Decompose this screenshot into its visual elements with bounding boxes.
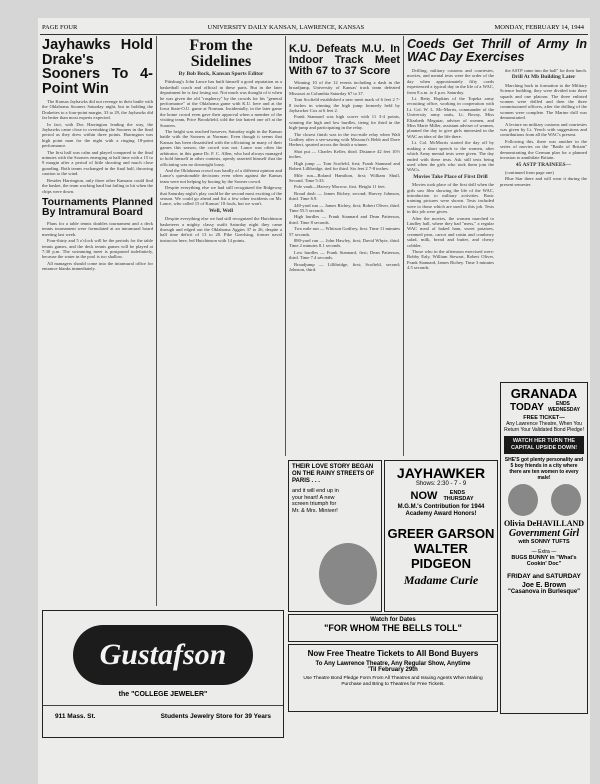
couple-illustration [319, 543, 377, 605]
paragraph: Lt. Betty Hopkins of the Topeka army recruiting office, working in cooperation with Lt. Col. W. L. Mc-Morris, commander of the University army units, Lt. Bovay, Miss Elizabeth Meguiar, adviser of women, and Miss Marie Miller, assistant adviser of women, planned the day to give girls interested in the WAC an idea of the life there. [407, 96, 494, 139]
newspaper-page [38, 18, 590, 784]
actor-photo [508, 484, 538, 516]
paragraph: Four-thirty and 5 o'clock will be the periods for the table tennis games, and the deck tennis games will be played at 7:30 p.m. The swimming meet is postponed indefinitely, because the water in the pool is too shallow. [42, 238, 153, 260]
column-wac-left [407, 68, 494, 456]
mgm-line: M.G.M.'s Contribution for 1944 Academy Award Honors! [397, 504, 485, 517]
love-story-sub: and it will end up in your heart! A new screen triumph for Mr. & Mrs. Miniver! [292, 488, 339, 514]
watch-banner: WATCH HER TURN THE CAPITAL UPSIDE DOWN! [504, 436, 584, 454]
paragraph: the ASTP came into the hall" for their lunch. [505, 68, 587, 73]
paragraph: (continued from page one) [505, 169, 554, 175]
paragraph: Drilling, military customs and courtesies, movies, and mental tests were the order of the day when approximately fifty coeds experienced a typical day in the life of a WAC, from 8 a.m. to 4 p.m. Saturday. [407, 68, 494, 95]
wac-headline-box [407, 37, 587, 64]
free-tickets-date: 'Til February 29th [368, 667, 418, 673]
headline-jayhawks: Jayhawks Hold Drake's Sooners To 4-Point Win [42, 37, 153, 97]
paragraph: Blue Star there and will wear it during the present semester. [500, 176, 587, 187]
free-tickets-fine-print: Use Theatre Bond Pledge Form From All Theatres and Issuing Agents When Making Purchase and Bring to Theatres for Free Tickets. [303, 676, 483, 687]
column-sports-left [42, 38, 153, 606]
result: Shot put — Charles Keller, third. Distance 42 feet 10½ inches. [289, 148, 400, 160]
free-ticket: FREE TICKET— [523, 415, 565, 421]
subhead-astp: 45 ASTP TRAINEES— [515, 161, 572, 168]
star-garson: GREER GARSON [387, 526, 495, 541]
result: 880-yard run — John Hawley, first; David Whyte, third. Time 2 minutes 8.1 seconds. [289, 237, 400, 249]
short-film: BUGS BUNNY in "What's Cookin' Doc" [511, 555, 577, 567]
gustafson-since: Students Jewelry Store for 39 Years [160, 713, 271, 720]
free-tickets-title: Now Free Theatre Tickets to All Bond Buyers [307, 649, 479, 658]
paragraph: Those who in the afternoon exercised were: Bobby Ealy, William Stewart, Robert Oliver, Frank Stannard, James Richey. Time 3 minutes 4.5 seconds. [407, 249, 494, 271]
paragraph: In fact, with Doc Harrington leading the way, the Jayhawks came close to overtaking the Sooners in the final period as they drew within three points. Harrington was high point man for the night with a ringing 18-point performance. [42, 121, 153, 149]
result: Two mile run — Whitson Godfrey, first. Time 11 minutes 57 seconds. [289, 226, 400, 237]
column-rule [156, 36, 157, 606]
film-title: Madame Curie [403, 573, 479, 587]
column-rule [285, 36, 286, 456]
free-tickets-ad [288, 644, 498, 712]
ends-label: ENDS WEDNESDAY [547, 401, 580, 413]
extra-label: — Extra — [531, 549, 557, 555]
masthead: UNIVERSITY DAILY KANSAN, LAWRENCE, KANSAS [207, 23, 365, 31]
result: High jump — Tom Scofield, first; Frank Stannard and Robert Lillibridge, tied for third. Six feet 2 7-8 inches. [289, 160, 400, 172]
gustafson-logo: Gustafson [73, 625, 253, 685]
showtimes: Shows: 2:30 - 7 - 9 [415, 481, 467, 487]
paragraph: A lecture on military customs and courtesies was given by Lt. Yeoch with suggestions and contributions from all the WAC's present. [500, 121, 587, 138]
result: Broadjump — Lillibridge, first; Scofield, second; Johnson, third. [289, 261, 400, 272]
header-rule [40, 34, 588, 35]
paragraph: Besides Harrington, only three other Kansans could find the basket, the team working hard but failing to hit when the chips were down. [42, 177, 153, 194]
divider [43, 705, 283, 706]
column-track [289, 38, 400, 458]
result: Low hurdles — Frank Stannard, first; Dean Patterson, third. Time 7.4 seconds. [289, 249, 400, 261]
headline-track: K.U. Defeats M.U. In Indoor Track Meet With 67 to 37 Score [289, 43, 400, 77]
column-sidelines [160, 38, 282, 608]
result: Mile run—Roland Hamilton, first; William Shull, Second. Time 5:33. [289, 172, 400, 183]
paragraph: And the Oklahoma crowd was hardly of a different opinion and Lance's questionable decisions even when against the Kansas team were not helping by booing by the Sooner crowd. [160, 167, 282, 184]
paragraph: Despite everything else we had still recognized the Hutchinson basketeers a mighty classy outfit Saturday night they came through and edged out the Oklahoma Aggies 37 to 26, despite a half time deficit of 13 to 20. Pike Goerlsing, former naval instructor here, led Hutchinson with 14 points. [160, 216, 282, 243]
watch-for-dates: Watch for Dates [370, 617, 416, 623]
page-header [42, 22, 584, 32]
granada-ad [500, 382, 588, 714]
headline-wac: Coeds Get Thrill of Army In WAC Day Exercises [407, 37, 587, 64]
paragraph: After the movies, the women marched to Lindley hall, where they had "mess," a regular WAC meal of baked ham, sweet potatoes, creamed peas, carrot and raisin and cranberry salad, milk, bread and butter, and cherry cobbler. [407, 215, 494, 248]
casanova: "Casanova in Burlesque" [507, 589, 581, 595]
paragraph: All managers should come into the intramural office for entrance blanks immediately. [42, 260, 153, 272]
paragraph: Movies took place of the first drill when the girls saw film showing the life of the WAC, introduction to military activities. Basic training pictures were shown. Tests included were to those which are used in this job. Tests in this job were given. [407, 182, 494, 215]
result: 440-yard run — James Richey, first; Robert Oliver, third. Time 55.5 seconds. [289, 202, 400, 213]
jayhawker-ad [384, 460, 498, 612]
joe-brown: Joe E. Brown [521, 582, 567, 589]
granada-title: GRANADA [510, 386, 578, 401]
paragraph: Tom Scofield established a new meet mark of 6 feet 2 7-8 inches in winning the high jump formerly held by Jayhawker Cox at 6 feet 2. [289, 97, 400, 114]
gustafson-address: 911 Mass. St. [55, 713, 96, 720]
love-story-text: THEIR LOVE STORY BEGAN ON THE RAINY STREETS OF PARIS . . . [292, 464, 375, 484]
gustafson-tagline: the "COLLEGE JEWELER" [118, 691, 208, 698]
star-dehavilland: Olivia DeHAVILLAND [503, 519, 585, 528]
page-number: PAGE FOUR [42, 23, 78, 31]
paragraph: Frank Stannard was high scorer with 11 3-4 points, winning the high and low hurdles, tieing for third in the high-jump and participating in the relay. [289, 114, 400, 131]
byline: By Bob Bock, Kansan Sports Editor [178, 71, 264, 77]
paragraph: Despite everything else we had still recognized the Ridgeway that Saturday night's play could be the second most exciting of the season. We could go ahead and list a few other incidents on Mr. Lance, who called 15 of Kansas' 18 fouls, but we won't. [160, 185, 282, 207]
paragraph: The Kansas Jayhawks did not revenge in their battle with the Oklahoma Sooners Saturday night, but in holding the Drakeites to a four-point margin, 33 to 29, the Jayhawks did far better than most experts expected. [42, 99, 153, 121]
now-label: NOW [410, 490, 438, 502]
paragraph: Plans for a table tennis doubles tournament and a deck tennis tournament were formulated at an intramural board meeting last week. [42, 220, 153, 237]
today-label: TODAY [510, 401, 544, 413]
bells-title: "FOR WHOM THE BELLS TOLL" [324, 623, 462, 633]
paragraph: Winning 10 of the 12 events including a dash in the broadjump, University of Kansas' track team defeated Missouri at Columbia Saturday 67 to 37. [289, 80, 400, 96]
bells-ad [288, 614, 498, 642]
love-story-ad [288, 460, 382, 612]
paragraph: Lt. Col. McMorris started the day off by making a short speech to the women, after which Army mental tests were given. The day ended with these tests. Ask still tests being used when the girls who took them join the WACs. [407, 140, 494, 173]
subhead-drill: Drill At Mb Building Later [511, 74, 576, 81]
jayhawker-title: JAYHAWKER [396, 465, 486, 481]
result: Broad dash — James Richey, second; Harvey Johnson, third. Time 6.9. [289, 190, 400, 202]
star-pidgeon: WALTER PIDGEON [411, 541, 471, 571]
result: High hurdles — Frank Stannard and Dean Patterson, third. Time 8 seconds. [289, 214, 400, 225]
friday-saturday: FRIDAY and SATURDAY [507, 573, 581, 580]
column-rule [403, 36, 404, 456]
gustafson-ad [42, 610, 284, 738]
paragraph: The first half was calm and played compared to the final minutes with the Sooners emerging at half time with a 15 to 9 margin after a period of little shooting and much close guarding. Both teams exchanged in the final half, throwing caution to the wind. [42, 149, 153, 177]
subhead-well-well: Well, Well [208, 207, 234, 214]
issue-date: MONDAY, FEBRUARY 14, 1944 [494, 23, 584, 31]
headline-tournaments: Tournaments Planned By Intramural Board [42, 195, 153, 219]
paragraph: Pittsburg's John Lance has built himself a good reputation as a basketball coach and official in these parts. But in the later department he is fast losing out. Not much was thought of it when he was given the old "raspberry" by the crowds for his "general performance" at the Oklahoma game with K.U. here and at the Iowa State-O.U. game at Norman. Incidentally, in the later game the home crowd even gave their approval when a member of the visiting team, Price Brookfield, told the fair haired one off at the Sooners. [160, 79, 282, 128]
granada-tagline: SHE'S got plenty personality and 5 boy friends in a city where there are ten women to every male! [504, 457, 584, 481]
costar: with SONNY TUFTS [518, 539, 570, 545]
paragraph: Following this, there was another in the series of movies on the "Battle of Britain" demonstrating the German plan for a planned invasion to annihilate Britain. [500, 138, 587, 161]
free-ticket-line: Any Lawrence Theatre, When You Return Your Validated Bond Pledge! [504, 421, 584, 433]
granada-film: Government Girl [508, 528, 580, 539]
headline-sidelines: From the Sidelines [189, 37, 253, 70]
paragraph: The closest finish was in the two-mile relay when Walt Godfrey after a see-sawing with Missouri's Bebb and Dave Herbert, spurted across the finish a winner. [289, 131, 400, 148]
free-tickets-line: To Any Lawrence Theatre, Any Regular Show, Anytime [315, 661, 471, 667]
paragraph: Marching back in formation to the Military Science building, they were divided into three squads and one platoon. The three enlisted women were drilled and then the three commissioned officers, after the drilling of the women were complete. The Marine drill was demonstrated. [500, 82, 587, 121]
result: Pole vault—Harvey Morrow, first. Height 11 feet. [294, 184, 386, 190]
column-wac-right [500, 68, 587, 378]
ends-label: ENDS THURSDAY [443, 490, 474, 502]
subhead-movies: Movies Take Place of First Drill [413, 173, 488, 180]
paragraph: The height was reached however, Saturday night in the Kansas battle with the Sooners at Norman. Even though it seems that Kansas has been dissatisfied with the officiating in many of their games this season, the crowd was not. Lance was often the arbitrator; in this game Dr. F. C. Allen, who had always managed to hold himself in other contests, openly asserted himself that the officiating was no downright lousy. [160, 129, 282, 167]
actress-photo [551, 484, 581, 516]
